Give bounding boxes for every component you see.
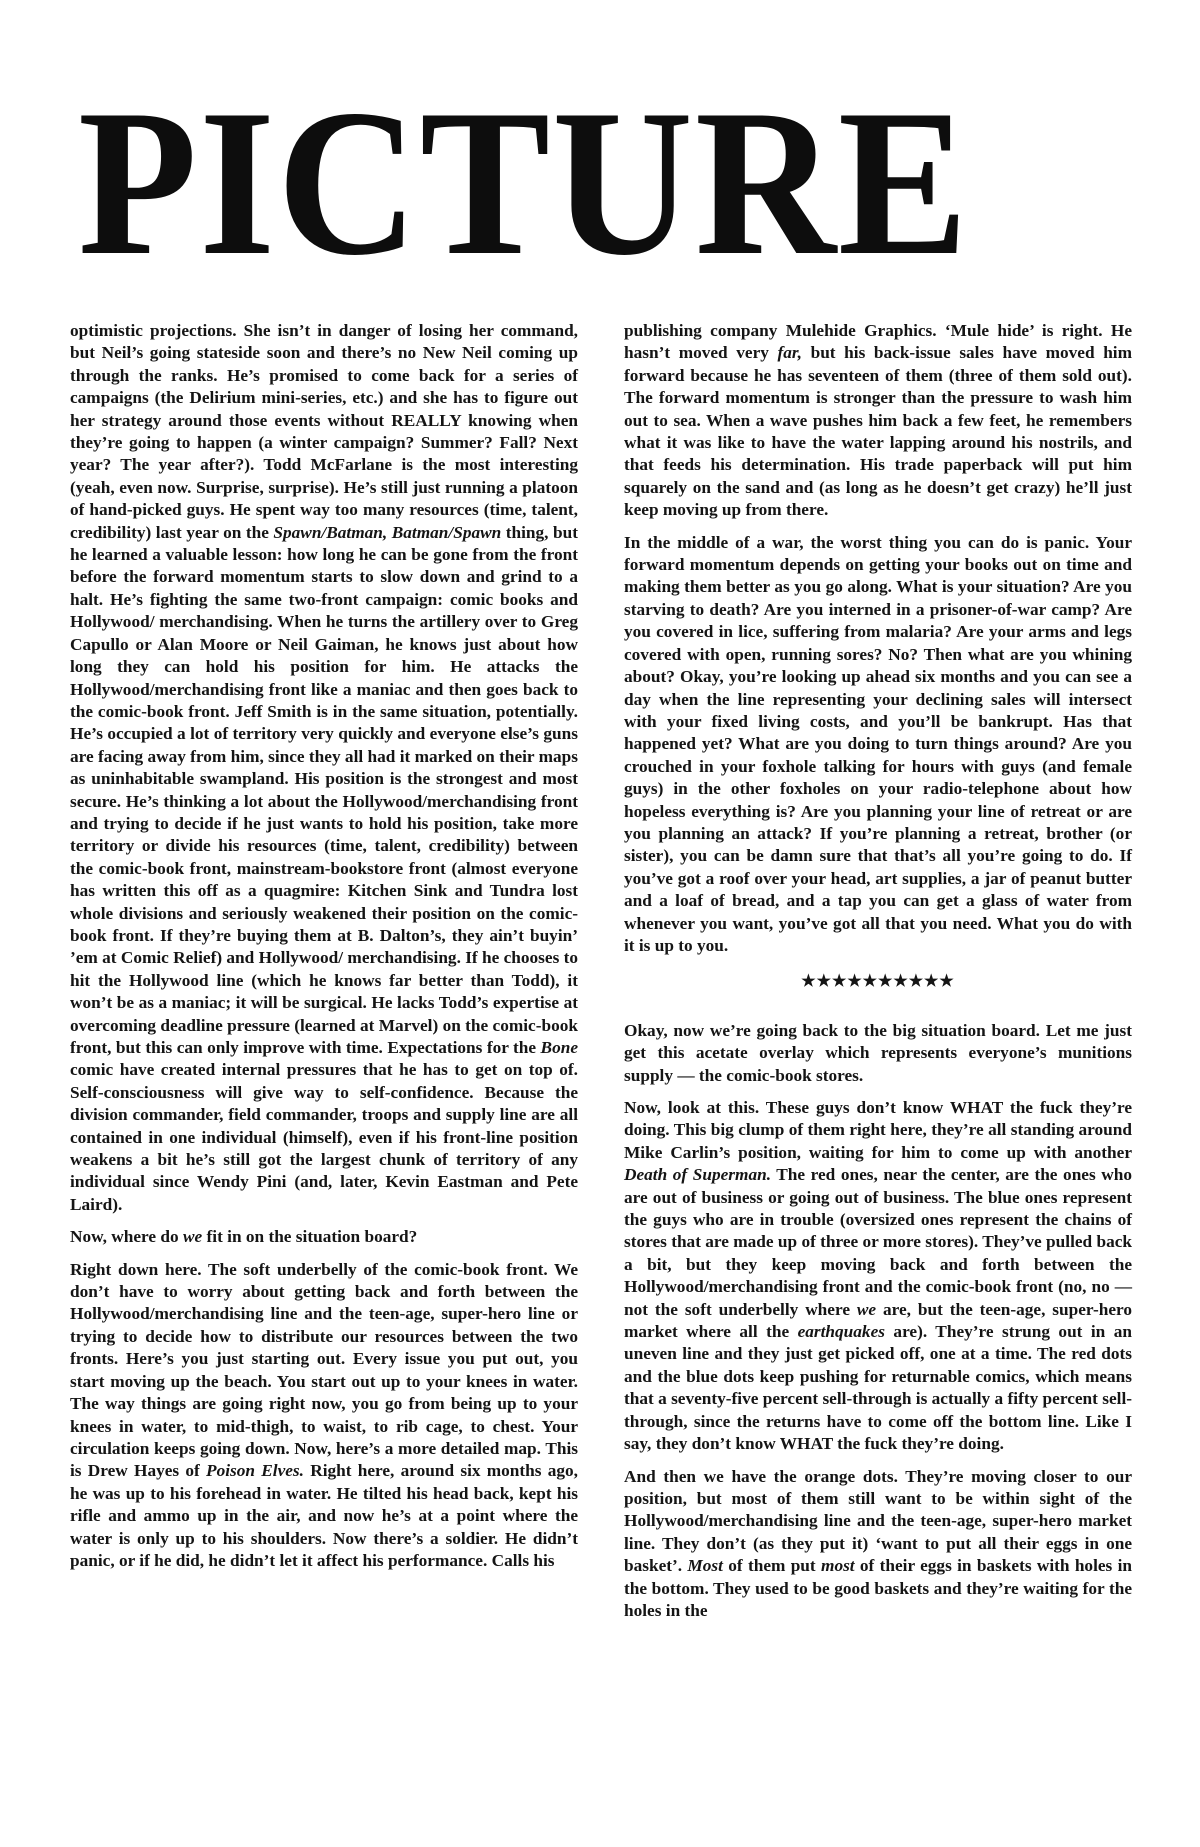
paragraph: Right down here. The soft underbelly of the comic-book front. We don’t have to worry about getting back and forth between the Hollywood/merchandising line and the teen-age, super-hero line or trying to decide how to distribute our resources between the two fronts. Here’s you just starting out. Every issue you put out, you start moving up the beach. You start out up to your knees in water. The way things are going right now, you go from being up to your knees in water, to mid-thigh, to waist, to rib cage, to chest. Your circulation keeps going down. Now, here’s a more detailed map. This is Drew Hayes of Poison Elves. Right here, around six months ago, he was up to his forehead in water. He tilted his head back, kept his rifle and ammo up in the air, and now he’s at a point where the water is only up to his shoulders. Now there’s a soldier. He didn’t panic, or if he did, he didn’t let it affect his performance. Calls his [70, 1259, 578, 1570]
paragraph: Now, look at this. These guys don’t know WHAT the fuck they’re doing. This big clump of them right here, they’re all standing around Mike Carlin’s position, waiting for him to come up with another Death of Superman. The red ones, near the center, are the ones who are out of business or going out of business. The blue ones represent the guys who are in trouble (oversized ones represent the chains of stores that are made up of three or more stores). They’ve pulled back a bit, but they keep moving back and forth between the Hollywood/merchandising front and the comic-book front (no, no — not the soft underbelly where we are, but the teen-age, super-hero market where all the earthquakes are). They’re strung out in an uneven line and they just get picked off, one at a time. The red dots and the blue dots keep pushing for returnable comics, which means that a seventy-five percent sell-through is actually a fifty percent sell-through, since the returns have to come off the bottom line. Like I say, they don’t know WHAT the fuck they’re doing. [624, 1098, 1132, 1454]
paragraph: Okay, now we’re going back to the big situation board. Let me just get this acetate overlay which represents everyone’s munitions supply — the comic-book stores. [624, 1020, 1132, 1085]
paragraph: And then we have the orange dots. They’re moving closer to our position, but most of them still want to be within sight of the Hollywood/merchandising line and the teen-age, super-hero market line. They don’t (as they put it) ‘want to put all their eggs in one basket’. Most of them put most of their eggs in baskets with holes in the bottom. They used to be good baskets and they’re waiting for the holes in the [624, 1466, 1132, 1620]
left-text-column [70, 320, 578, 1582]
right-text-column [624, 320, 1132, 1632]
paragraph: In the middle of a war, the worst thing you can do is panic. Your forward momentum depends on getting your books out on time and making them better as you go along. What is your situation? Are you starving to death? Are you interned in a prisoner-of-war camp? Are you covered in lice, suffering from malaria? Are your arms and legs covered with open, running sores? No? Then what are you whining about? Okay, you’re looking up ahead six months and you can see a day when the line representing your declining sales will intersect with your fixed living costs, and you’ll be bankrupt. Has that happened yet? What are you doing to turn things around? Are you crouched in your foxhole talking for hours with guys (and female guys) in the other foxholes on your radio-telephone about how hopeless everything is? Are you planning your line of retreat or are you planning an attack? If you’re planning a retreat, brother (or sister), you can be damn sure that that’s all you’re going to do. If you’ve got a roof over your head, art supplies, a jar of peanut butter and a loaf of bread, and a tap you can get a glass of water from whenever you want, you’ve got all that you need. What you do with it is up to you. [624, 532, 1132, 955]
section-divider-stars: ★★★★★★★★★★ [801, 973, 955, 991]
paragraph: optimistic projections. She isn’t in danger of losing her command, but Neil’s going stateside soon and there’s no New Neil coming up through the ranks. He’s promised to come back for a series of campaigns (the Delirium mini-series, etc.) and she has to figure out her strategy around those events without REALLY knowing when they’re going to happen (a winter campaign? Summer? Fall? Next year? The year after?). Todd McFarlane is the most interesting (yeah, even now. Surprise, surprise). He’s still just running a platoon of hand-picked guys. He spent way too many resources (time, talent, credibility) last year on the Spawn/Batman, Batman/Spawn thing, but he learned a valuable lesson: how long he can be gone from the front before the forward momentum starts to slow down and grind to a halt. He’s fighting the same two-front campaign: comic books and Hollywood/ merchandising. When he turns the artillery over to Greg Capullo or Alan Moore or Neil Gaiman, he knows just about how long they can hold his position for him. He attacks the Hollywood/merchandising front like a maniac and then goes back to the comic-book front. Jeff Smith is in the same situation, potentially. He’s occupied a lot of territory very quickly and everyone else’s guns are facing away from him, since they all had it marked on their maps as uninhabitable swampland. His position is the strongest and most secure. He’s thinking a lot about the Hollywood/merchandising front and trying to decide if he just wants to hold his position, take more territory or divide his resources (time, talent, credibility) between the comic-book front, mainstream-bookstore front (almost everyone has written this off as a quagmire: Kitchen Sink and Tundra lost whole divisions and seriously weakened their position on the comic-book front. If they’re buying them at B. Dalton’s, they ain’t buyin’ ’em at Comic Relief) and Hollywood/ merchandising. If he chooses to hit the Hollywood line (which he knows far better than Todd), it won’t be as a maniac; it will be surgical. He lacks Todd’s expertise at overcoming deadline pressure (learned at Marvel) on the comic-book front, but this can only improve with time. Expectations for the Bone comic have created internal pressures that he has to get on top of. Self-consciousness will give way to self-confidence. Because the division commander, field commander, troops and supply line are all contained in one individual (himself), even if his front-line position weakens a bit he’s still got the largest chunk of territory of any individual since Wendy Pini (and, later, Kevin Eastman and Pete Laird). [70, 321, 579, 1214]
page-headline: PICTURE [78, 67, 970, 299]
paragraph: Now, where do we fit in on the situation board? [70, 1227, 418, 1247]
paragraph: publishing company Mulehide Graphics. ‘Mule hide’ is right. He hasn’t moved very far, but his back-issue sales have moved him forward because he has seventeen of them (three of them sold out). The forward momentum is stronger than the pressure to wash him out to sea. When a wave pushes him back a few feet, he remembers what it was like to have the water lapping around his nostrils, and that feeds his determination. His trade paperback will put him squarely on the sand and (as long as he doesn’t get crazy) he’ll just keep moving up from there. [624, 321, 1132, 520]
